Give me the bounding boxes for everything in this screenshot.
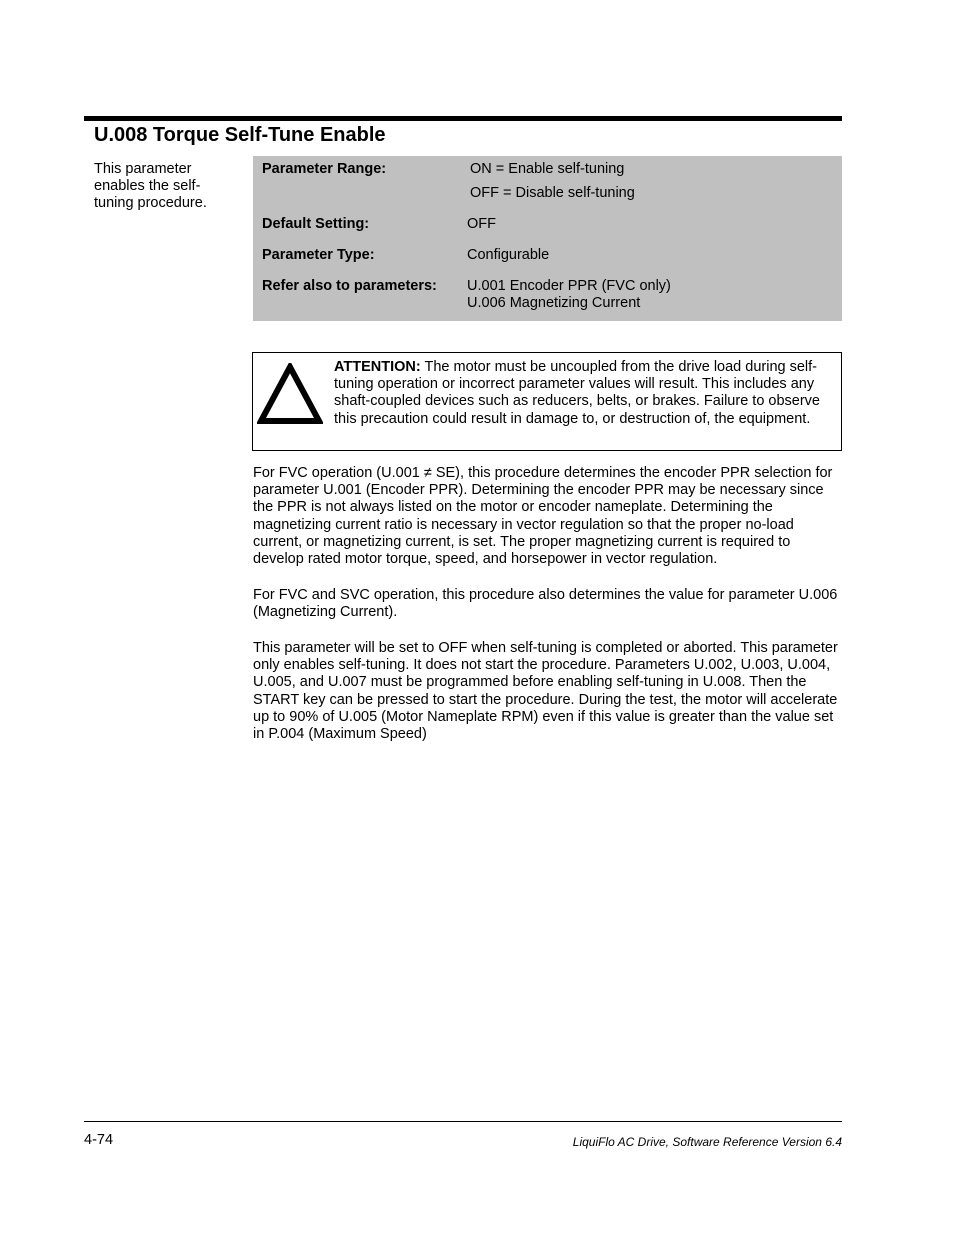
footer-rule xyxy=(84,1121,842,1122)
attention-label: ATTENTION: xyxy=(334,359,421,375)
attention-message: The motor must be uncoupled from the drive load during self-tuning operation or incorrect parameter values will result. This includes any shaft-coupled devices such as reducers, belts, or brakes. Failure to observe this precaution could result in damage to, or destruction of, the equipment. xyxy=(334,359,820,427)
refer-also-value-2: U.006 Magnetizing Current xyxy=(467,295,641,311)
default-setting-label: Default Setting: xyxy=(262,216,370,232)
refer-also-value-1: U.001 Encoder PPR (FVC only) xyxy=(467,278,671,294)
section-top-rule xyxy=(84,116,842,121)
default-setting-value: OFF xyxy=(467,216,496,232)
attention-box xyxy=(252,352,842,451)
footer-doc-title: LiquiFlo AC Drive, Software Reference Version 6.4 xyxy=(572,1135,842,1149)
parameter-range-label: Parameter Range: xyxy=(262,161,387,177)
refer-also-label: Refer also to parameters: xyxy=(262,278,437,294)
side-note: This parameter enables the self-tuning procedure. xyxy=(94,161,207,211)
parameter-box xyxy=(253,156,842,321)
parameter-range-value-2: OFF = Disable self-tuning xyxy=(470,185,635,201)
warning-triangle-icon xyxy=(257,363,323,425)
section-title: U.008 Torque Self-Tune Enable xyxy=(94,124,386,146)
parameter-type-label: Parameter Type: xyxy=(262,247,375,263)
parameter-type-value: Configurable xyxy=(467,247,550,263)
body-paragraph-1: For FVC operation (U.001 ≠ SE), this procedure determines the encoder PPR selection for parameter U.001 (Encoder PPR). Determining the encoder PPR may be necessary since the PPR is not always listed on the motor or encoder nameplate. Determining the magnetizing current ratio is necessary in vector regulation so that the proper no-load current, or magnetizing current, is set. The proper magnetizing current is required to develop rated motor torque, speed, and horsepower in vector regulation. xyxy=(253,465,833,568)
attention-text xyxy=(334,359,834,428)
parameter-range-value-1: ON = Enable self-tuning xyxy=(470,161,625,177)
body-paragraph-2: For FVC and SVC operation, this procedure also determines the value for parameter U.006 (Magnetizing Current). xyxy=(253,587,838,621)
page-number: 4-74 xyxy=(84,1132,114,1148)
body-paragraph-3: This parameter will be set to OFF when self-tuning is completed or aborted. This parameter only enables self-tuning. It does not start the procedure. Parameters U.002, U.003, U.004, U.005, and U.007 must be programmed before enabling self-tuning in U.008. Then the START key can be pressed to start the procedure. During the test, the motor will accelerate up to 90% of U.005 (Motor Nameplate RPM) even if this value is greater than the value set in P.004 (Maximum Speed) xyxy=(253,640,838,743)
